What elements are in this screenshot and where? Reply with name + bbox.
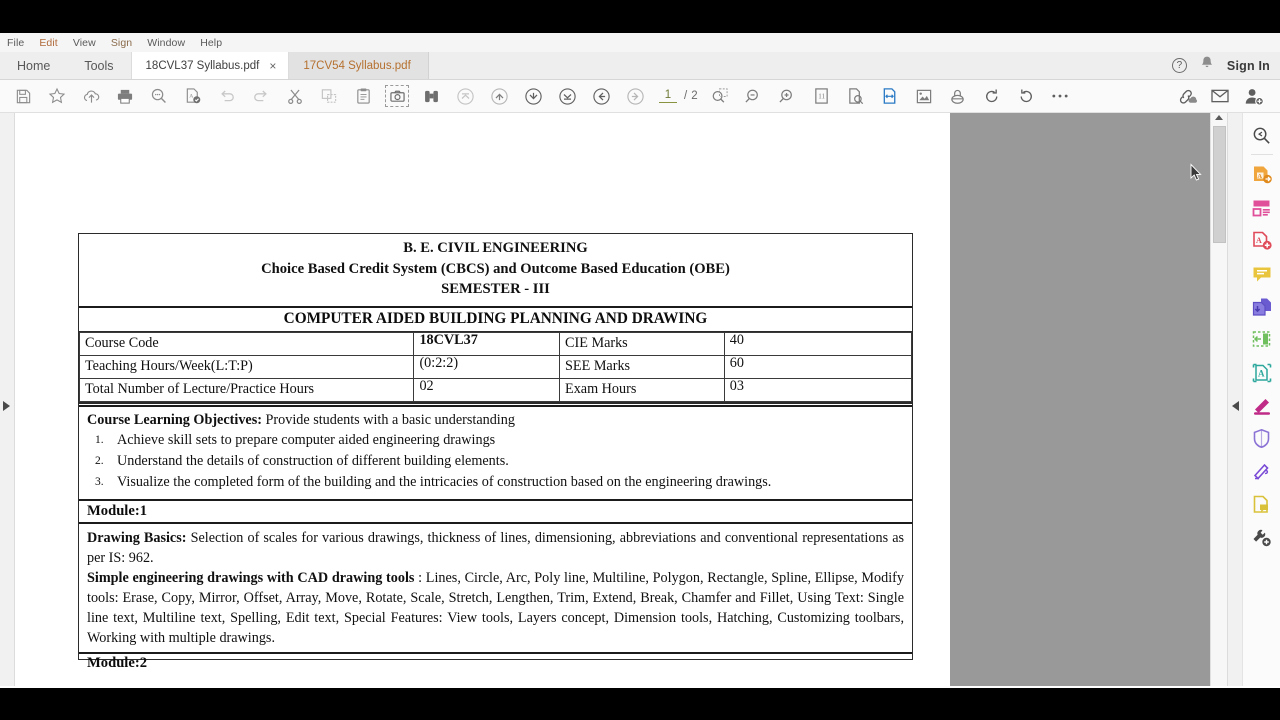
help-icon[interactable]: ? [1172, 58, 1187, 73]
objectives-lead: Provide students with a basic understanding [265, 412, 515, 429]
page-number-field[interactable] [659, 89, 698, 103]
header-line-2: Choice Based Credit System (CBCS) and Outcome Based Education (OBE) [261, 260, 730, 277]
menu-help[interactable]: Help [200, 36, 223, 49]
snapshot-icon[interactable] [383, 83, 411, 109]
acrobat-window [0, 33, 1280, 688]
next-page-icon[interactable] [519, 83, 547, 109]
letterbox-bottom [0, 688, 1280, 720]
compress-pdf-icon[interactable] [1247, 323, 1277, 356]
page-current[interactable]: 1 [659, 89, 677, 103]
rotate-clockwise-icon[interactable] [978, 83, 1006, 109]
first-page-icon[interactable] [451, 83, 479, 109]
notification-bell-icon[interactable] [1200, 55, 1214, 76]
list-item: Understand the details of construction of different building elements. [117, 453, 509, 470]
tab-strip-right [1172, 52, 1280, 79]
cell-cie-marks-value: 40 [724, 333, 911, 356]
module-1-title: Module:1 [79, 499, 912, 524]
previous-view-icon[interactable] [587, 83, 615, 109]
comment-icon[interactable] [1247, 257, 1277, 290]
cell-exam-hours-label: Exam Hours [560, 379, 725, 402]
vertical-scrollbar[interactable] [1210, 113, 1227, 686]
tab-strip [0, 52, 1280, 80]
tools-sidebar [1242, 113, 1280, 686]
table-row [80, 333, 912, 356]
menu-edit[interactable]: Edit [39, 36, 58, 49]
copy-icon[interactable] [315, 83, 343, 109]
zoom-out-icon[interactable] [740, 83, 768, 109]
undo-icon[interactable] [213, 83, 241, 109]
tab-17cv54[interactable] [289, 52, 429, 79]
svg-text:A: A [1257, 368, 1264, 378]
document-viewer[interactable] [15, 113, 1210, 686]
module-1-paragraph-1 [87, 528, 904, 568]
tools-button[interactable]: Tools [84, 58, 114, 73]
cell-see-marks-label: SEE Marks [560, 356, 725, 379]
previous-page-icon[interactable] [485, 83, 513, 109]
create-pdf-icon[interactable] [1247, 224, 1277, 257]
expand-navigation-pane-icon[interactable] [3, 401, 10, 411]
syllabus-document [78, 233, 913, 671]
cell-course-code-label: Course Code [80, 333, 414, 356]
cell-cie-marks-label: CIE Marks [560, 333, 725, 356]
page-fit-icon[interactable] [842, 83, 870, 109]
certificate-sign-icon[interactable] [1247, 455, 1277, 488]
header-line-3: SEMESTER - III [441, 281, 550, 298]
page-total: 2 [691, 90, 698, 102]
save-icon[interactable] [9, 83, 37, 109]
toolbar-right-group [1172, 83, 1280, 109]
cell-teaching-hours-value: (0:2:2) [414, 356, 560, 379]
svg-text:A: A [1256, 172, 1262, 180]
list-item: Visualize the completed form of the building and the intricacies of construction based on the engineering drawings. [117, 473, 772, 490]
objectives-heading: Course Learning Objectives: [87, 412, 262, 429]
share-link-icon[interactable] [1172, 83, 1200, 109]
menu-window[interactable]: Window [147, 36, 186, 49]
organize-pages-icon[interactable] [1247, 191, 1277, 224]
mouse-cursor [1190, 164, 1202, 182]
table-row [80, 379, 912, 402]
fit-width-icon[interactable] [876, 83, 904, 109]
scrollbar-thumb[interactable] [1213, 126, 1226, 243]
fill-and-sign-icon[interactable] [1247, 389, 1277, 422]
tab-label: 18CVL37 Syllabus.pdf [145, 59, 260, 72]
objectives-block [78, 403, 913, 671]
toolbar [0, 80, 1280, 113]
cell-see-marks-value: 60 [724, 356, 911, 379]
home-button[interactable]: Home [17, 58, 51, 73]
paste-icon[interactable] [349, 83, 377, 109]
read-mode-icon[interactable] [944, 83, 972, 109]
more-tools-icon[interactable] [1046, 83, 1074, 109]
course-info-table [79, 332, 912, 402]
zoom-search-icon[interactable] [145, 83, 173, 109]
list-item: Achieve skill sets to prepare computer aided engineering drawings [117, 432, 496, 449]
navigation-pane-toggle[interactable] [0, 113, 15, 686]
subject-title: COMPUTER AIDED BUILDING PLANNING AND DRAWING [79, 308, 912, 332]
upload-cloud-icon[interactable] [77, 83, 105, 109]
menu-file[interactable]: File [7, 36, 25, 49]
module-1-body [79, 524, 912, 652]
menu-view[interactable]: View [72, 36, 96, 49]
binoculars-icon[interactable] [417, 83, 445, 109]
next-view-icon[interactable] [621, 83, 649, 109]
email-icon[interactable] [1206, 83, 1234, 109]
tools-pane-toggle[interactable] [1227, 113, 1242, 686]
enhance-scan-icon[interactable] [1247, 119, 1277, 152]
drawing-basics-text: Selection of scales for various drawings, thickness of lines, dimensioning, abbreviations and conventional representations as per IS: 962. [87, 529, 905, 566]
objectives-heading-line [87, 411, 904, 430]
header-line-1: B. E. CIVIL ENGINEERING [403, 240, 588, 256]
fit-visible-icon[interactable] [910, 83, 938, 109]
page-level-zoom-icon[interactable] [808, 83, 836, 109]
close-icon[interactable]: × [269, 58, 277, 73]
menu-bar [0, 33, 1280, 52]
course-learning-objectives [79, 407, 912, 498]
export-pdf-icon[interactable] [1247, 158, 1277, 191]
table-row [80, 356, 912, 379]
prepare-form-icon[interactable] [1247, 356, 1277, 389]
print-icon[interactable] [111, 83, 139, 109]
cad-tools-text: : Lines, Circle, Arc, Poly line, Multiline, Polygon, Rectangle, Spline, Ellipse, Modify tools: Erase, Copy, Mirror, Offset, Array, Move, Rotate, Scale, Stretch, Lengthen, Trim, Extend, Break, Chamfer and Fillet, Using Text: Single line text, Multiline text, Spelling, Edit text, Special Features: View tools, Layers concept, Dimension tools, Hatching, Customizing toolbars, Working with multiple drawings. [87, 569, 904, 646]
content-area [0, 113, 1280, 686]
tab-label: 17CV54 Syllabus.pdf [303, 59, 411, 72]
divider [1251, 154, 1273, 155]
page-separator: / [684, 90, 688, 102]
cut-icon[interactable] [281, 83, 309, 109]
stamp-icon[interactable] [1247, 488, 1277, 521]
menu-sign[interactable]: Sign [110, 36, 133, 49]
protect-icon[interactable] [1247, 422, 1277, 455]
svg-text:A: A [189, 93, 194, 100]
redo-icon[interactable] [247, 83, 275, 109]
rotate-counterclockwise-icon[interactable] [1012, 83, 1040, 109]
drawing-basics-heading: Drawing Basics: [87, 529, 187, 546]
document-header [79, 234, 912, 308]
svg-text:A: A [1255, 235, 1262, 245]
add-person-icon[interactable] [1240, 83, 1268, 109]
cell-course-code-value: 18CVL37 [414, 333, 560, 356]
cell-exam-hours-value: 03 [724, 379, 911, 402]
svg-text:11: 11 [818, 92, 826, 101]
last-page-icon[interactable] [553, 83, 581, 109]
sign-in-button[interactable]: Sign In [1226, 58, 1270, 73]
collapse-tools-pane-icon[interactable] [1232, 401, 1239, 411]
module-2-title-partial: Module:2 [79, 652, 912, 659]
cell-total-hours-label: Total Number of Lecture/Practice Hours [80, 379, 414, 402]
cell-teaching-hours-label: Teaching Hours/Week(L:T:P) [80, 356, 414, 379]
module-1-paragraph-2 [87, 568, 904, 648]
combine-files-icon[interactable] [1247, 290, 1277, 323]
objectives-list [87, 431, 904, 492]
syllabus-table [78, 233, 913, 403]
cad-tools-heading: Simple engineering drawings with CAD drawing tools [87, 569, 415, 586]
cell-total-hours-value: 02 [414, 379, 560, 402]
marquee-zoom-icon[interactable] [706, 83, 734, 109]
certify-document-icon[interactable] [179, 83, 207, 109]
star-icon[interactable] [43, 83, 71, 109]
more-tools-icon[interactable] [1247, 521, 1277, 554]
zoom-in-icon[interactable] [774, 83, 802, 109]
pdf-page-1 [15, 113, 950, 686]
scroll-up-arrow-icon[interactable] [1215, 115, 1223, 120]
tab-18cvl37[interactable] [131, 52, 290, 79]
letterbox-top [0, 0, 1280, 33]
